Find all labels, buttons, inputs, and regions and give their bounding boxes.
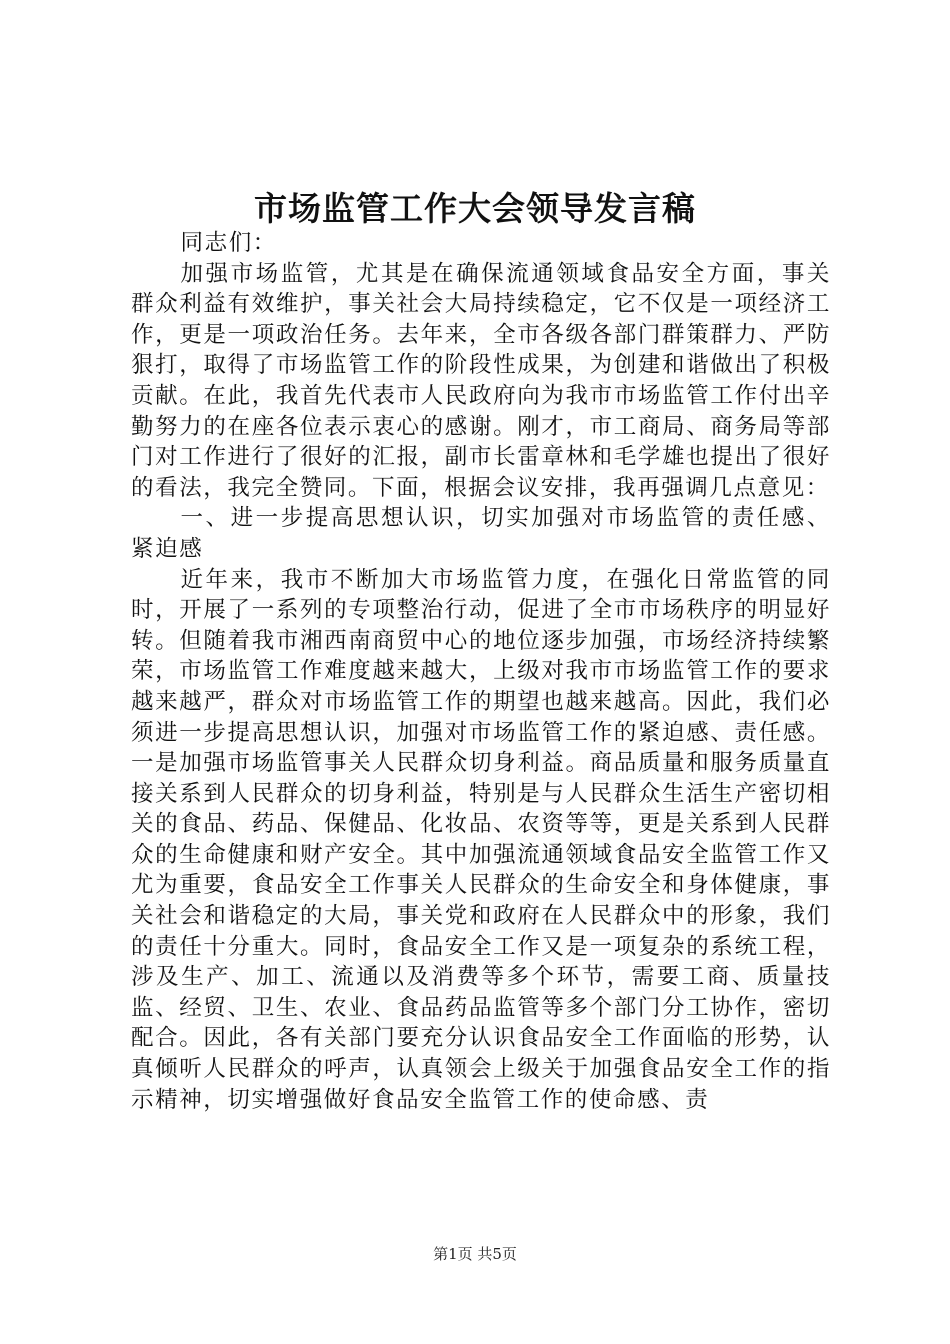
paragraph-intro: 加强市场监管，尤其是在确保流通领域食品安全方面，事关群众利益有效维护，事关社会大局持续稳定，它不仅是一项经济工作，更是一项政治任务。去年来，全市各级各部门群策群力、严防狠打，取得了市场监管工作的阶段性成果，为创建和谐做出了积极贡献。在此，我首先代表市人民政府向为我市市场监管工作付出辛勤努力的在座各位表示衷心的感谢。刚才，市工商局、商务局等部门对工作进行了很好的汇报，副市长雷章林和毛学雄也提出了很好的看法，我完全赞同。下面，根据会议安排，我再强调几点意见： — [131, 260, 831, 501]
page-title: 市场监管工作大会领导发言稿 — [254, 189, 696, 228]
page-number-footer: 第1页 共5页 — [433, 1245, 517, 1263]
section-heading-1: 一、进一步提高思想认识，切实加强对市场监管的责任感、紧迫感 — [131, 505, 831, 562]
salutation: 同志们： — [180, 230, 277, 256]
document-body — [131, 228, 831, 1115]
paragraph-section-1: 近年来，我市不断加大市场监管力度，在强化日常监管的同时，开展了一系列的专项整治行动，促进了全市市场秩序的明显好转。但随着我市湘西南商贸中心的地位逐步加强，市场经济持续繁荣，市场监管工作难度越来越大，上级对我市市场监管工作的要求越来越严，群众对市场监管工作的期望也越来越高。因此，我们必须进一步提高思想认识，加强对市场监管工作的紧迫感、责任感。一是加强市场监管事关人民群众切身利益。商品质量和服务质量直接关系到人民群众的切身利益，特别是与人民群众生活生产密切相关的食品、药品、保健品、化妆品、农资等等，更是关系到人民群众的生命健康和财产安全。其中加强流通领域食品安全监管工作又尤为重要，食品安全工作事关人民群众的生命安全和身体健康，事关社会和谐稳定的大局，事关党和政府在人民群众中的形象，我们的责任十分重大。同时，食品安全工作又是一项复杂的系统工程，涉及生产、加工、流通以及消费等多个环节，需要工商、质量技监、经贸、卫生、农业、食品药品监管等多个部门分工协作，密切配合。因此，各有关部门要充分认识食品安全工作面临的形势，认真倾听人民群众的呼声，认真领会上级关于加强食品安全工作的指示精神，切实增强做好食品安全监管工作的使命感、责 — [131, 566, 831, 1113]
